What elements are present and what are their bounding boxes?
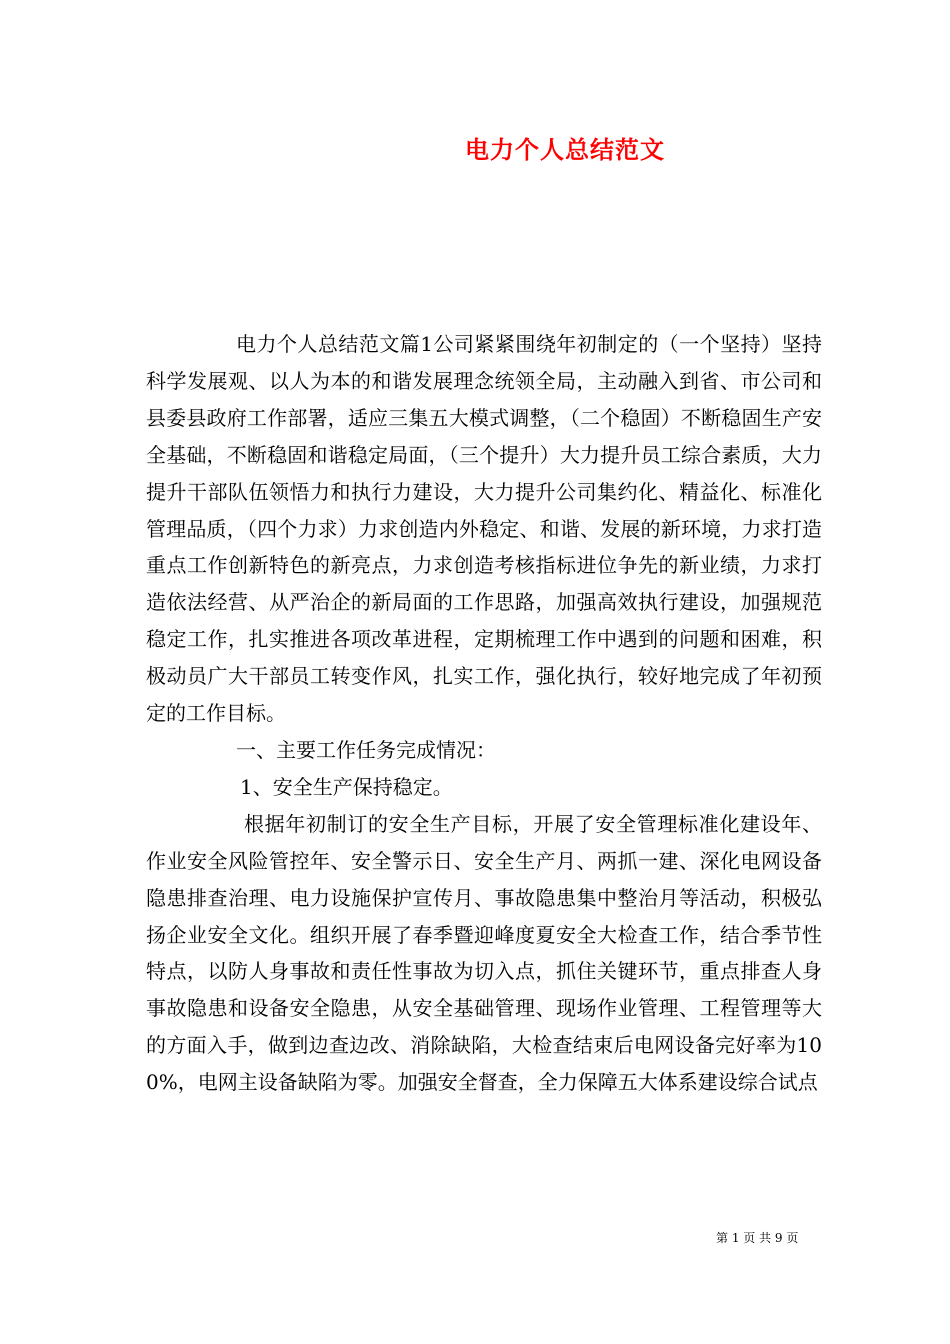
document-title: 电力个人总结范文	[465, 136, 665, 164]
section-heading-main-tasks: 一、主要工作任务完成情况：	[236, 737, 496, 762]
subsection-heading-safety: 1、安全生产保持稳定。	[240, 774, 453, 799]
body-paragraph-intro: 电力个人总结范文篇1公司紧紧围绕年初制定的（一个坚持）坚持科学发展观、以人为本的和谐发展理念统领全局，主动融入到省、市公司和县委县政府工作部署，适应三集五大模式调整，（二个稳固）不断稳固生产安全基础，不断稳固和谐稳定局面，（三个提升）大力提升员工综合素质，大力提升干部队伍领悟力和执行力建设，大力提升公司集约化、精益化、标准化管理品质，（四个力求）力求创造内外稳定、和谐、发展的新环境，力求打造重点工作创新特色的新亮点，力求创造考核指标进位争先的新业绩，力求打造依法经营、从严治企的新局面的工作思路，加强高效执行建设，加强规范稳定工作，扎实推进各项改革进程，定期梳理工作中遇到的问题和困难，积极动员广大干部员工转变作风，扎实工作，强化执行，较好地完成了年初预定的工作目标。	[146, 332, 822, 726]
document-body	[146, 326, 822, 1101]
page-number-footer: 第 1 页 共 9 页	[716, 1231, 799, 1245]
body-paragraph-safety: 根据年初制订的安全生产目标，开展了安全管理标准化建设年、作业安全风险管控年、安全警示日、安全生产月、两抓一建、深化电网设备隐患排查治理、电力设施保护宣传月、事故隐患集中整治月等活动，积极弘扬企业安全文化。组织开展了春季暨迎峰度夏安全大检查工作，结合季节性特点，以防人身事故和责任性事故为切入点，抓住关键环节，重点排查人身事故隐患和设备安全隐患，从安全基础管理、现场作业管理、工程管理等大的方面入手，做到边查边改、消除缺陷，大检查结束后电网设备完好率为100%，电网主设备缺陷为零。加强安全督查，全力保障五大体系建设综合试点	[146, 811, 822, 1095]
